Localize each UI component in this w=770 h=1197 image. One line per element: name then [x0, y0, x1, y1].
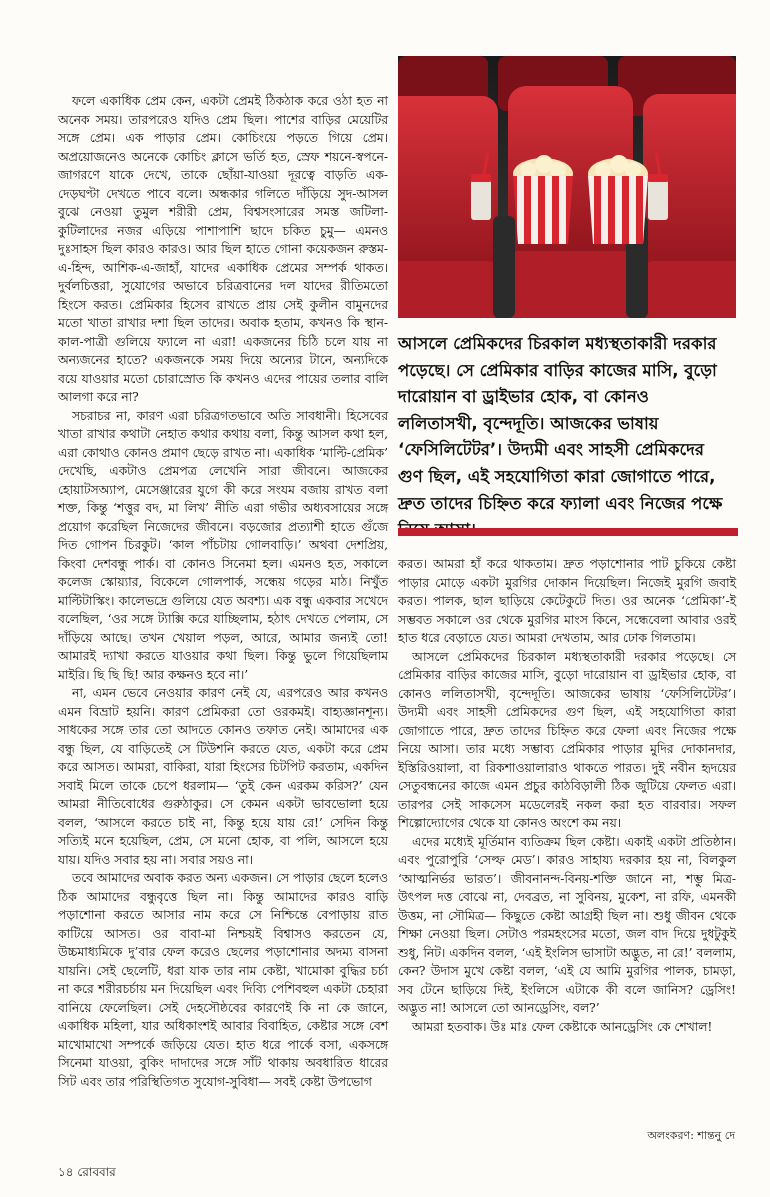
paragraph: না, এমন ভেবে নেওয়ার কারণ নেই যে, এরপরেও আর কখনও এমন বিভ্রাট হয়নি। কারণ প্রেমিকরা তো ওরকমই। বাহ্যজ্ঞানশূন্য। সাধকের সঙ্গে তার তো আদতে কোনও তফাত নেই। আমাদের এক বন্ধু ছিল, যে বাড়িতেই সে টিউশনি করতে যেত, একটা করে প্রেম করে আসত। আমরা, বাকিরা, যারা হিংসের চিটপিট করতাম, একদিন সবাই মিলে তাকে চেপে ধরলাম— ‘তুই কেন এরকম করিস?’ যেন আমরা নীতিবোধের গুরুঠাকুর। সে কেমন একটা ভাবভোলা হয়ে বলল, ‘আসলে করতে চাই না, কিন্তু হয়ে যায় রে!’ সেদিন কিন্তু সত্যিই মনে হয়েছিল, প্রেম, সে মনো হোক, বা পলি, আসলে হয়ে যায়। যদিও সবার হয় না। সবার সয়ও না।: [58, 686, 388, 867]
paragraph: তবে আমাদের অবাক করত অন্য একজন। সে পাড়ার ছেলে হলেও ঠিক আমাদের বন্ধুবৃত্তে ছিল না। কিন্তু আমাদের কারও বাড়ি পড়াশোনা করতে আসার নাম করে সে নিশ্চিন্তে বেপাড়ায় রাত কাটিয়ে আসত। ওর বাবা-মা নিশ্চয়ই বিশ্বাসও করতেন যে, উচ্চমাধ্যমিকে দু’বার ফেল করেও ছেলের পড়াশোনার অদম্য বাসনা যায়নি। সেই ছেলেটি, ধরা যাক তার নাম কেষ্টা, খামোকা বুদ্ধির চর্চা না করে শরীরচর্চায় মন দিয়েছিল এবং দিব্যি পেশিবহুল একটা চেহারা বানিয়ে ফেলেছিল। সেই দেহসৌষ্ঠবের কারণেই কি না কে জানে, একাধিক মহিলা, যার অধিকাংশই আবার বিবাহিত, কেষ্টার সঙ্গে বেশ মাখোমাখো সম্পর্কে জড়িয়ে যেত। হাত ধরে পার্কে বসা, একসঙ্গে সিনেমা যাওয়া, বুকিং দাদাদের সঙ্গে সাঁট থাকায় অবধারিত ধারের সিট এবং তার পরিস্থিতিগত সুযোগ-সুবিধা— সবই কেষ্টা উপভোগ: [58, 871, 388, 1089]
illustration-credit: অলংকরণ: শান্তনু দে: [647, 1129, 735, 1142]
page-footer: ১৪ রোববার: [58, 1165, 116, 1179]
paragraph: এদের মধ্যেই মূর্তিমান ব্যতিক্রম ছিল কেষ্টা। একাই একটা প্রতিষ্ঠান। এবং পুরোপুরি ‘সেল্ফ মেড’। কারও সাহায্য দরকার হয় না, বিলকুল ‘আত্মনির্ভর ভারত’। জীবনানন্দ-বিনয়-শক্তি জানে না, শম্ভু মিত্র-উৎপল দত্ত বোঝে না, দেবব্রত, না সুবিনয়, মুকেশ, না রফি, এমনকী উত্তম, না সৌমিত্র— কিছুতে কেষ্টা আগ্রহী ছিল না। শুধু জীবন থেকে শিক্ষা নেওয়া ছিল। সেটাও পরমহংসের মতো, জল বাদ দিয়ে দুধটুকুই শুধু, নিট। একদিন বলল, ‘এই ইংলিস ভাসাটা অদ্ভুত, না রে!’ বললাম, কেন? উদাস মুখে কেষ্টা বলল, ‘এই যে আমি মুরগির পালক, চামড়া, সব টেনে ছাড়িয়ে দিই, ইংলিসে এটাকে কী বলে জানিস? ড্রেসিং! অদ্ভুত না! আসলে তো আনড্রেসিং, বল?’: [398, 834, 737, 1015]
paragraph: ফলে একাধিক প্রেম কেন, একটা প্রেমই ঠিকঠাক করে ওঠা হত না অনেক সময়। তারপরেও যদিও প্রেম ছিল। পাশের বাড়ির মেয়েটির সঙ্গে প্রেম। এক পাড়ার প্রেম। কোচিংয়ে পড়তে গিয়ে প্রেম। অপ্রয়োজনেও অনেকে কোচিং ক্লাসে ভর্তি হত, স্রেফ শয়নে-স্বপনে-জাগরণে যাকে দেখে, তাকে ছোঁয়া-যাওয়া দূরত্বে বাড়তি এক-দেড়ঘণ্টা দেখতে পাবে বলে। অন্ধকার গলিতে দাঁড়িয়ে সুদ-আসল বুঝে নেওয়া তুমুল শরীরী প্রেম, বিশ্বসংসারের সমস্ত জটিলা-কুটিলাদের নজর এড়িয়ে পাশাপাশি ছাদে চকিত চুমু— এমনও দুঃসাহস ছিল কারও কারও। আর ছিল হাতে গোনা কয়েকজন রুস্তম-এ-হিন্দ, আশিক-এ-জাহাঁ, যাদের একাধিক প্রেমের সম্পর্ক থাকত। দুর্বলচিত্তরা, সুযোগের অভাবে চরিত্রবানের দল যাদের রীতিমতো হিংসে করত। প্রেমিকার হিসেব রাখতে প্রায় সেই কুলীন বামুনদের মতো খাতা রাখার দশা ছিল তাদের। অবাক হতাম, কখনও কি স্থান-কাল-পাত্রী গুলিয়ে ফ্যালে না এরা! একজনের চিঠি চলে যায় না অন্যজনের হাতে? একজনকে সময় দিয়ে অন্যের টানে, অন্যদিকে বয়ে যাওয়ার মতো চোরাস্রোত কি কখনও এদের পায়ের তলার বালি আলগা করে না?: [58, 94, 388, 404]
article-column-right: [398, 555, 736, 1036]
popcorn-seats-image: [398, 56, 736, 318]
popcorn-box-left: [513, 155, 573, 244]
paragraph: আসলে প্রেমিকদের চিরকাল মধ্যস্থতাকারী দরকার পড়েছে। সে প্রেমিকার বাড়ির কাজের মাসি, বুড়ো দারোয়ান বা ড্রাইভার হোক, বা কোনও ললিতাসখী, বৃন্দেদূতি। আজকের ভাষায় ‘ফেসিলিটেটর’। উদ্যমী এবং সাহসী প্রেমিকদের গুণ ছিল, এই সহযোগিতা কারা জোগাতে পারে, দ্রুত তাদের চিহ্নিত করে ফেলা এবং নিজের পক্ষে নিয়ে আসা। তার মধ্যে সম্ভাব্য প্রেমিকার পাড়ার মুদির দোকানদার, ইস্তিরিওয়ালা, বা রিকশাওয়ালারাও থাকতে পারত। দুই নবীন হৃদয়ের সেতুবন্ধনের কাজে এমন প্রচুর কাঠবিড়ালী ঠিক জুটিয়ে ফেলত এরা। তারপর সেই সাকসেস মডেলেরই নকল করা হত বারবার। সফল শিল্পোদ্যোগের থেকে যা কোনও অংশে কম নয়।: [398, 649, 736, 830]
popcorn-box-right: [588, 155, 648, 244]
paragraph: আমরা হতবাক। উঃ মাঃ ফেল কেষ্টাকে আনড্রেসিং কে শেখাল!: [412, 1019, 713, 1034]
paragraph: সচরাচর না, কারণ এরা চরিত্রগতভাবে অতি সাবধানী। হিসেবের খাতা রাখার কথাটা নেহাত কথার কথায় বলা, কিন্তু আসল কথা হল, এরা কোথাও কোনও প্রমাণ ছেড়ে রাখত না। একাধিক ‘মাল্টি-প্রেমিক’ দেখেছি, একটাও প্রেমপত্র লেখেনি সারা জীবনে। আজকের হোয়াটসঅ্যাপ, মেসেঞ্জারের যুগে কী করে সংযম বজায় রাখত বলা শক্ত, কিন্তু ‘শত্তুর বদ, মা লিখ’ নীতি এরা গভীর অধ্যবসায়ের সঙ্গে প্রয়োগ করেছিল নিজেদের জীবনে। বড়জোর প্রত্যাশী হাতে গুঁজে দিত গোপন চিরকুট। ‘কাল পাঁচটায় গোলবাড়ি।’ অথবা দেশপ্রিয়, কিংবা দেশবন্ধু পার্ক। বা কোনও সিনেমা হল। এমনও হত, সকালে কলেজ স্কোয়্যার, বিকেলে গোলপার্ক, সন্ধেয় গড়ের মাঠ। নিখুঁত মাল্টিটাস্কিং। কালেভদ্রে গুলিয়ে যেত অবশ্য। এক বন্ধু একবার সখেদে বলেছিল, ‘ওর সঙ্গে ট্যাক্সি করে যাচ্ছিলাম, হঠাৎ দেখতে পেলাম, সে দাঁড়িয়ে আছে। তখন খেয়াল পড়ল, আরে, আমার জন্যই তো! আমারই দ্যাখা করতে যাওয়ার কথা ছিল। কিন্তু ভুলে গিয়েছিলাম মাইরি। ছি ছি ছি! আর কক্ষনও হবে না।’: [58, 408, 388, 682]
paragraph: করত। আমরা হাঁ করে থাকতাম। দ্রুত পড়াশোনার পাট চুকিয়ে কেষ্টা পাড়ার মোড়ে একটা মুরগির দোকান দিয়েছিল। নিজেই মুরগি জবাই করত। পালক, ছাল ছাড়িয়ে কেটেকুটে দিত। ওর অনেক ‘প্রেমিকা’-ই সম্ভবত সকালে ওর থেকে মুরগির মাংস কিনে, সন্ধেবেলা আবার ওরই হাত ধরে বেড়াতে যেত। আমরা দেখতাম, আর ঢোক গিলতাম।: [398, 557, 736, 645]
article-column-left: [58, 92, 388, 1091]
cinema-seats-illustration: [398, 56, 736, 318]
pull-quote: আসলে প্রেমিকদের চিরকাল মধ্যস্থতাকারী দরকার পড়েছে। সে প্রেমিকার বাড়ির কাজের মাসি, বুড়ো দারোয়ান বা ড্রাইভার হোক, বা কোনও ললিতাসখী, বৃন্দেদূতি। আজকের ভাষায় ‘ফেসিলিটেটর’। উদ্যমী এবং সাহসী প্রেমিকদের গুণ ছিল, এই সহযোগিতা কারা জোগাতে পারে, দ্রুত তাদের চিহ্নিত করে ফ্যালা এবং নিজের পক্ষে: [398, 334, 723, 513]
accent-divider: [398, 528, 738, 536]
